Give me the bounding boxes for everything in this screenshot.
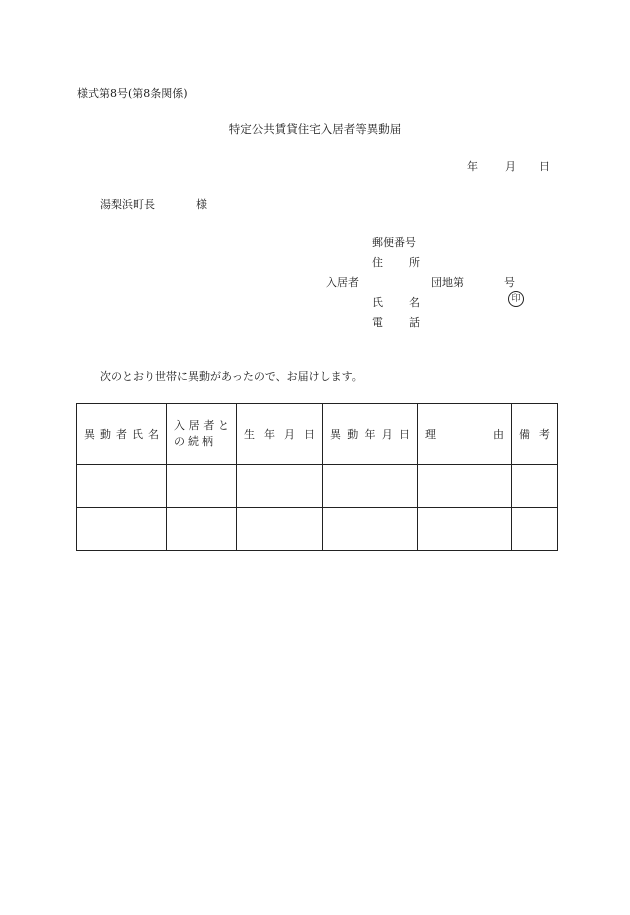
table-cell[interactable]: [323, 465, 418, 508]
header-relationship-char: 続: [188, 435, 199, 448]
header-change-date-char: 年: [364, 428, 376, 441]
resident-label: 入居者: [326, 276, 359, 289]
header-relationship-char: 入: [174, 419, 185, 432]
postal-code-label: 郵便番号: [372, 236, 416, 249]
danchi-number-label: 団地第: [431, 276, 464, 289]
header-relationship: [167, 404, 237, 465]
telephone-label-char-2: 話: [409, 316, 420, 329]
table-cell[interactable]: [237, 465, 323, 508]
room-number-suffix: 号: [504, 276, 515, 289]
table-cell[interactable]: [418, 508, 512, 551]
header-change-date-char: 動: [347, 428, 359, 441]
address-label-char-1: 住: [372, 256, 383, 269]
header-birth-date-char: 日: [304, 428, 315, 441]
addressee-name: 湯梨浜町長: [100, 198, 155, 211]
form-number: 様式第8号(第8条関係): [77, 87, 188, 100]
table-cell[interactable]: [167, 465, 237, 508]
name-label-char-1: 氏: [372, 296, 383, 309]
header-birth-date-char: 年: [264, 428, 275, 441]
seal-mark: 印: [508, 291, 524, 307]
header-person-name-char: 動: [100, 428, 111, 441]
table-row: [77, 465, 558, 508]
telephone-label: [372, 317, 420, 328]
date-day-label: 日: [539, 160, 550, 173]
table-cell[interactable]: [77, 465, 167, 508]
header-reason-char: 由: [493, 428, 504, 441]
name-label: [372, 297, 420, 308]
header-birth-date-char: 月: [284, 428, 295, 441]
table-cell[interactable]: [323, 508, 418, 551]
header-change-date: [323, 404, 418, 465]
addressee-honorific: 様: [196, 198, 207, 211]
header-change-date-char: 月: [381, 428, 393, 441]
statement-text: 次のとおり世帯に異動があったので、お届けします。: [100, 370, 363, 383]
header-relationship-char: 者: [203, 419, 215, 432]
change-table: [76, 403, 558, 551]
form-title: 特定公共賃貸住宅入居者等異動届: [228, 122, 402, 136]
header-birth-date: [237, 404, 323, 465]
date-month-label: 月: [505, 160, 516, 173]
header-relationship-char: の: [174, 435, 185, 448]
address-label: [372, 257, 420, 268]
header-remarks-char: 考: [539, 428, 550, 441]
header-reason-char: 理: [425, 428, 436, 441]
header-relationship-char: 柄: [202, 435, 213, 448]
header-remarks-char: 備: [519, 428, 530, 441]
telephone-label-char-1: 電: [372, 316, 383, 329]
address-label-char-2: 所: [409, 256, 420, 269]
table-cell[interactable]: [237, 508, 323, 551]
table-header-row: [77, 404, 558, 465]
date-year-label: 年: [467, 160, 478, 173]
header-person-name: [77, 404, 167, 465]
table-cell[interactable]: [512, 508, 558, 551]
table-row: [77, 508, 558, 551]
name-label-char-2: 名: [409, 296, 420, 309]
header-person-name-char: 異: [84, 428, 95, 441]
header-remarks: [512, 404, 558, 465]
header-change-date-char: 日: [399, 428, 410, 441]
header-person-name-char: 氏: [132, 428, 143, 441]
header-person-name-char: 者: [116, 428, 127, 441]
header-birth-date-char: 生: [244, 428, 255, 441]
table-cell[interactable]: [77, 508, 167, 551]
header-person-name-char: 名: [148, 428, 159, 441]
table-cell[interactable]: [512, 465, 558, 508]
header-relationship-char: と: [217, 419, 229, 432]
table-cell[interactable]: [418, 465, 512, 508]
table-cell[interactable]: [167, 508, 237, 551]
header-relationship-char: 居: [188, 419, 200, 432]
header-change-date-char: 異: [330, 428, 341, 441]
header-reason: [418, 404, 512, 465]
